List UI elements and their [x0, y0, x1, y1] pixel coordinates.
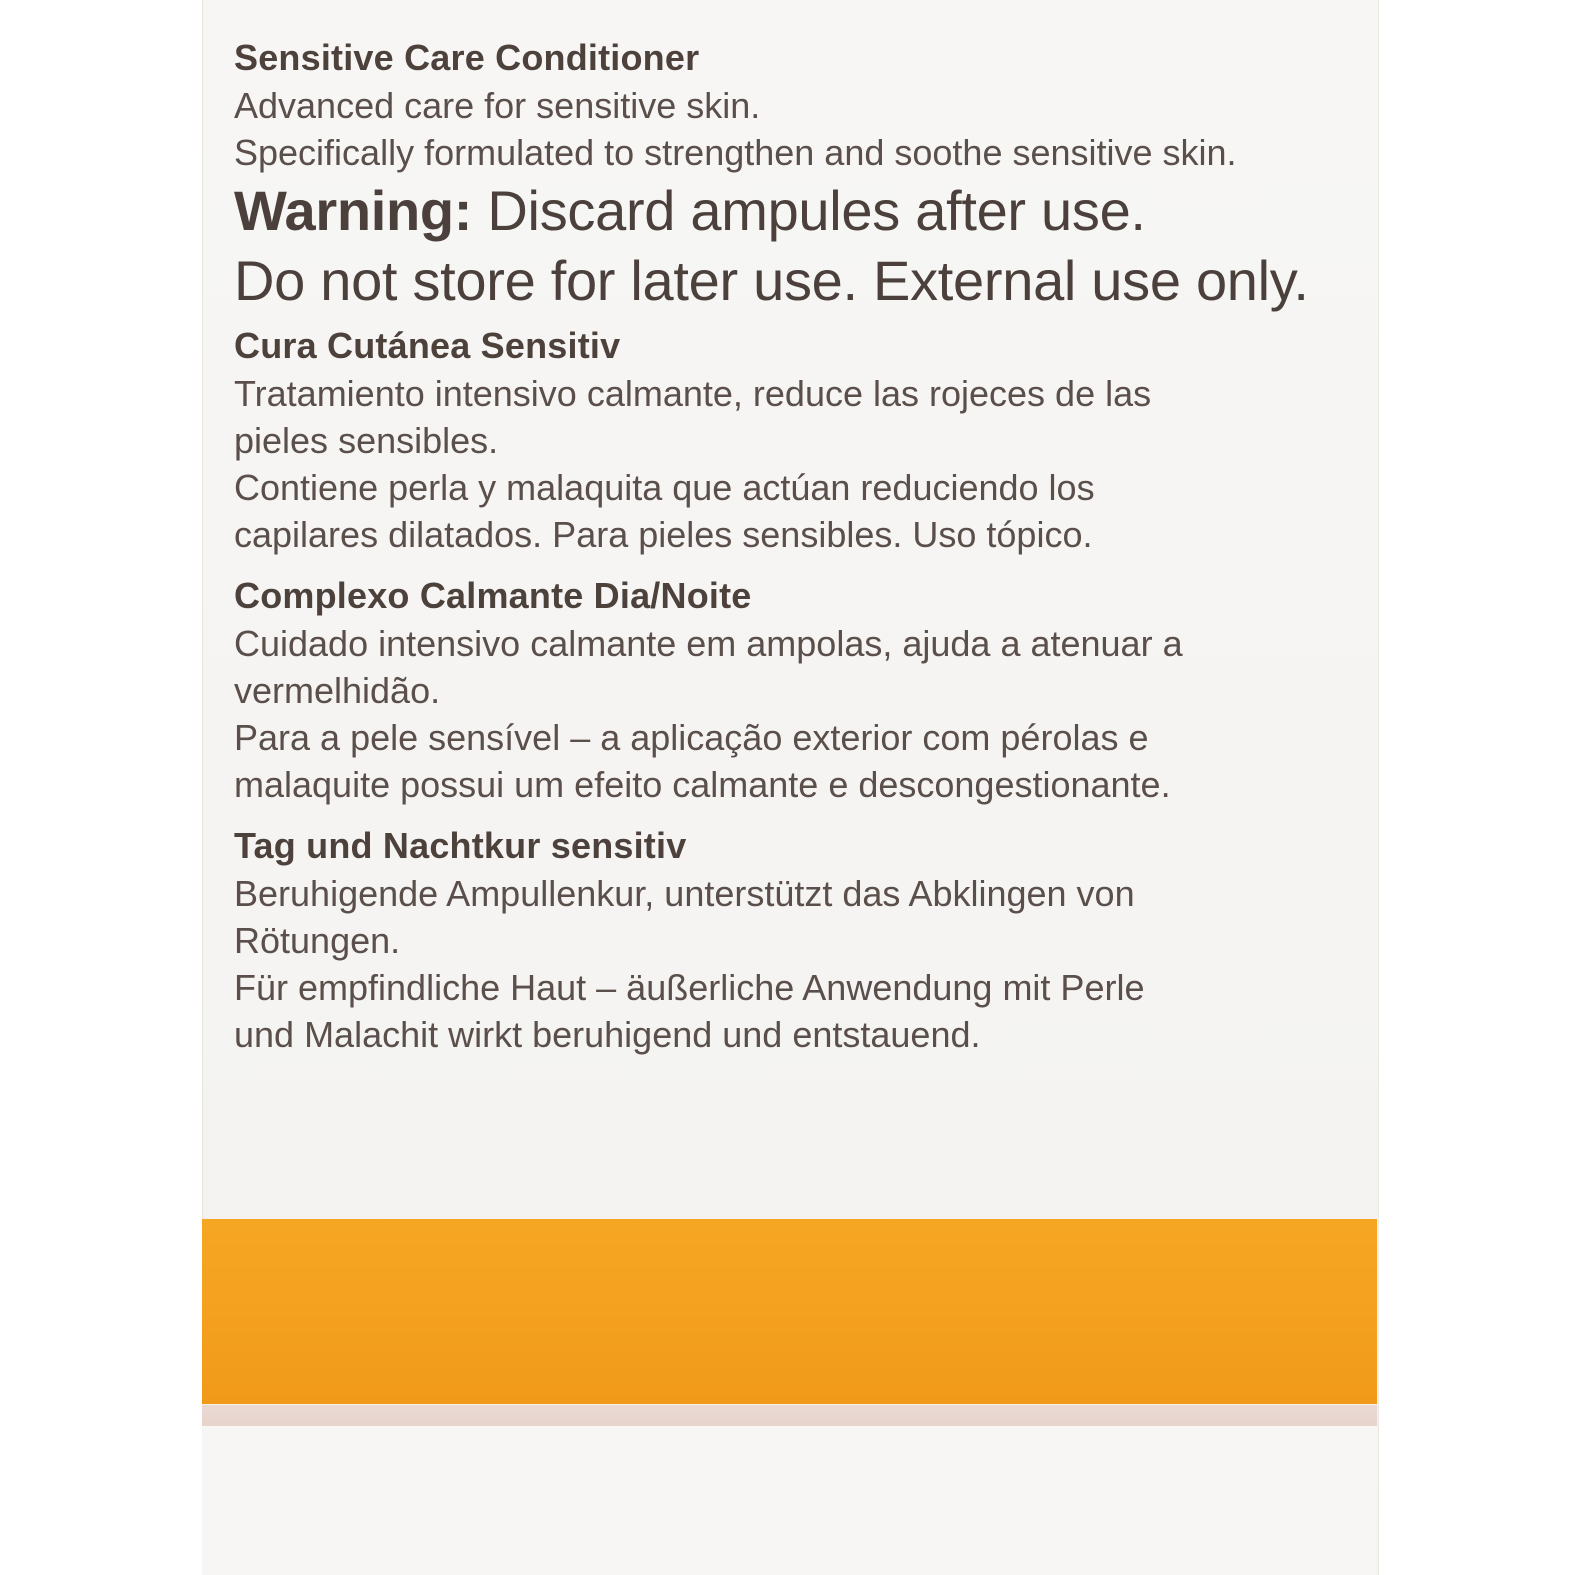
german-line-2: Rötungen.	[234, 920, 401, 961]
spanish-line-2: pieles sensibles.	[234, 420, 499, 461]
english-heading: Sensitive Care Conditioner	[234, 37, 700, 78]
portuguese-line-3: Para a pele sensível – a aplicação exterior com pérolas e	[234, 717, 1149, 758]
portuguese-heading: Complexo Calmante Dia/Noite	[234, 575, 752, 616]
warning-line-2: Do not store for later use. External use only.	[234, 249, 1309, 312]
spanish-line-1: Tratamiento intensivo calmante, reduce las rojeces de las	[234, 373, 1152, 414]
spanish-line-3: Contiene perla y malaquita que actúan reduciendo los	[234, 467, 1095, 508]
pink-stripe	[202, 1404, 1377, 1427]
bottom-panel	[202, 1426, 1377, 1575]
german-line-1: Beruhigende Ampullenkur, unterstützt das Abklingen von	[234, 873, 1135, 914]
spacer	[234, 558, 1344, 572]
warning-text: Discard ampules after use.	[472, 179, 1146, 242]
english-line-1: Advanced care for sensitive skin.	[234, 85, 761, 126]
german-heading: Tag und Nachtkur sensitiv	[234, 825, 687, 866]
portuguese-line-4: malaquite possui um efeito calmante e descongestionante.	[234, 764, 1171, 805]
german-line-3: Für empfindliche Haut – äußerliche Anwendung mit Perle	[234, 967, 1145, 1008]
portuguese-line-2: vermelhidão.	[234, 670, 441, 711]
spanish-line-4: capilares dilatados. Para pieles sensibles. Uso tópico.	[234, 514, 1093, 555]
warning-label: Warning:	[234, 179, 473, 242]
warning-line-1	[234, 176, 1344, 246]
spanish-heading: Cura Cutánea Sensitiv	[234, 325, 621, 366]
german-line-4: und Malachit wirkt beruhigend und entstauend.	[234, 1014, 981, 1055]
orange-color-band	[202, 1219, 1377, 1404]
portuguese-line-1: Cuidado intensivo calmante em ampolas, ajuda a atenuar a	[234, 623, 1183, 664]
english-line-2: Specifically formulated to strengthen and soothe sensitive skin.	[234, 132, 1237, 173]
spacer	[234, 808, 1344, 822]
label-text-block	[234, 34, 1344, 1058]
